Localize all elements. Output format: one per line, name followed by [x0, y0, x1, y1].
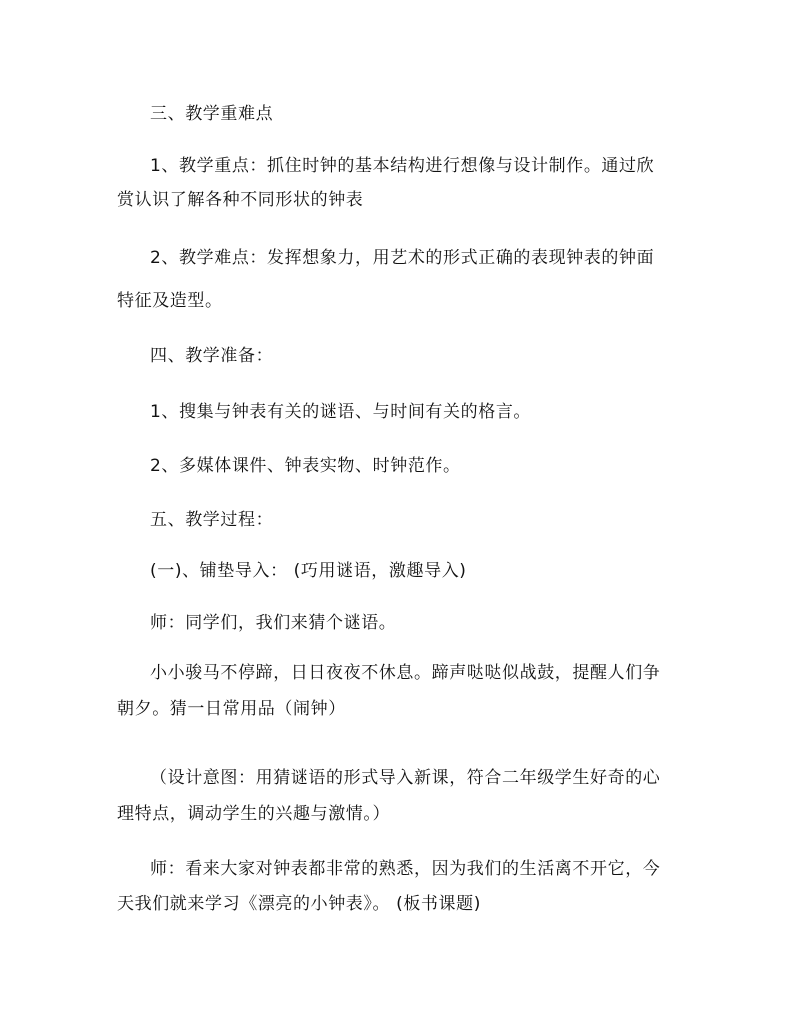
paragraph-line: 理特点，调动学生的兴趣与激情。）	[117, 804, 391, 824]
paragraph-line: 2、教学难点：发挥想象力，用艺术的形式正确的表现钟表的钟面	[150, 248, 655, 268]
section-heading-key-points: 三、教学重难点	[150, 104, 274, 124]
paragraph-line: 师：同学们，我们来猜个谜语。	[150, 613, 397, 633]
paragraph-line: 特征及造型。	[117, 291, 223, 311]
paragraph-line: 1、搜集与钟表有关的谜语、与时间有关的格言。	[150, 402, 532, 422]
section-heading-process: 五、教学过程：	[150, 510, 274, 530]
paragraph-line: 朝夕。猜一日常用品（闹钟）	[117, 699, 346, 719]
paragraph-line: 1、教学重点：抓住时钟的基本结构进行想像与设计制作。通过欣	[150, 156, 655, 176]
paragraph-line: 小小骏马不停蹄，日日夜夜不休息。蹄声哒哒似战鼓，提醒人们争	[150, 663, 661, 683]
paragraph-line: (一)、铺垫导入： (巧用谜语，激趣导入)	[150, 561, 467, 581]
paragraph-line: 师：看来大家对钟表都非常的熟悉，因为我们的生活离不开它，今	[150, 859, 661, 879]
paragraph-line: 2、多媒体课件、钟表实物、时钟范作。	[150, 456, 461, 476]
paragraph-line: 天我们就来学习《漂亮的小钟表》。 (板书课题)	[117, 894, 481, 914]
section-heading-preparation: 四、教学准备：	[150, 346, 274, 366]
paragraph-line: 赏认识了解各种不同形状的钟表	[117, 190, 364, 210]
paragraph-line: （设计意图：用猜谜语的形式导入新课，符合二年级学生好奇的心	[150, 768, 661, 788]
